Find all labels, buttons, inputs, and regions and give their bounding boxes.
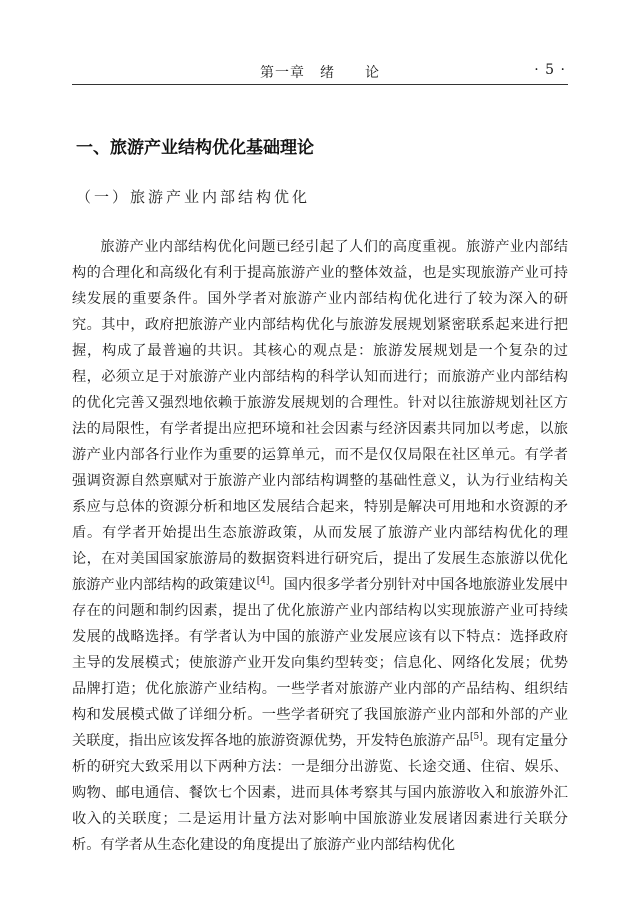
page-number: · 5 · bbox=[534, 62, 566, 78]
section-title: 一、旅游产业结构优化基础理论 bbox=[76, 138, 314, 158]
running-header bbox=[72, 58, 568, 85]
body-text-part-2: 。国内很多学者分别针对中国各地旅游业发展中存在的问题和制约因素，提出了优化旅游产业内部结构以实现旅游产业可持续发展的战略选择。有学者认为中国的旅游产业发展应该有以下特点：选择政府主导的发展模式；使旅游产业开发向集约型转变；信息化、网络化发展；优势品牌打造；优化旅游产业结构。一些学者对旅游产业内部的产品结构、组织结构和发展模式做了详细分析。一些学者研究了我国旅游产业内部和外部的产业关联度，指出应该发挥各地的旅游资源优势，开发特色旅游产品 bbox=[72, 577, 568, 749]
body-text-part-3: 。现有定量分析的研究大致采用以下两种方法：一是细分出游览、长途交通、住宿、娱乐、购物、邮电通信、餐饮七个因素，进而具体考察其与国内旅游收入和旅游外汇收入的关联度；二是运用计量方法对影响中国旅游业发展诸因素进行关联分析。有学者从生态化建设的角度提出了旅游产业内部结构优化 bbox=[72, 733, 568, 853]
citation-4: [4] bbox=[256, 576, 270, 586]
body-text-part-1: 旅游产业内部结构优化问题已经引起了人们的高度重视。旅游产业内部结构的合理化和高级化有利于提高旅游产业的整体效益，也是实现旅游产业可持续发展的重要条件。国外学者对旅游产业内部结构优化进行了较为深入的研究。其中，政府把旅游产业内部结构优化与旅游发展规划紧密联系起来进行把握，构成了最普遍的共识。其核心的观点是：旅游发展规划是一个复杂的过程，必须立足于对旅游产业内部结构的科学认知而进行；而旅游产业内部结构的优化完善又强烈地依赖于旅游发展规划的合理性。针对以往旅游规划社区方法的局限性，有学者提出应把环境和社会因素与经济因素共同加以考虑，以旅游产业内部各行业作为重要的运算单元，而不是仅仅局限在社区单元。有学者强调资源自然禀赋对于旅游产业内部结构调整的基础性意义，认为行业结构关系应与总体的资源分析和地区发展结合起来，特别是解决可用地和水资源的矛盾。有学者开始提出生态旅游政策，从而发展了旅游产业内部结构优化的理论，在对美国国家旅游局的数据资料进行研究后，提出了发展生态旅游以优化旅游产业内部结构的政策建议 bbox=[72, 239, 568, 593]
chapter-header: 第一章 绪 论 bbox=[260, 65, 380, 81]
citation-5: [5] bbox=[469, 732, 483, 742]
body-paragraph bbox=[72, 234, 568, 858]
subsection-title: （一）旅游产业内部结构优化 bbox=[76, 188, 311, 206]
